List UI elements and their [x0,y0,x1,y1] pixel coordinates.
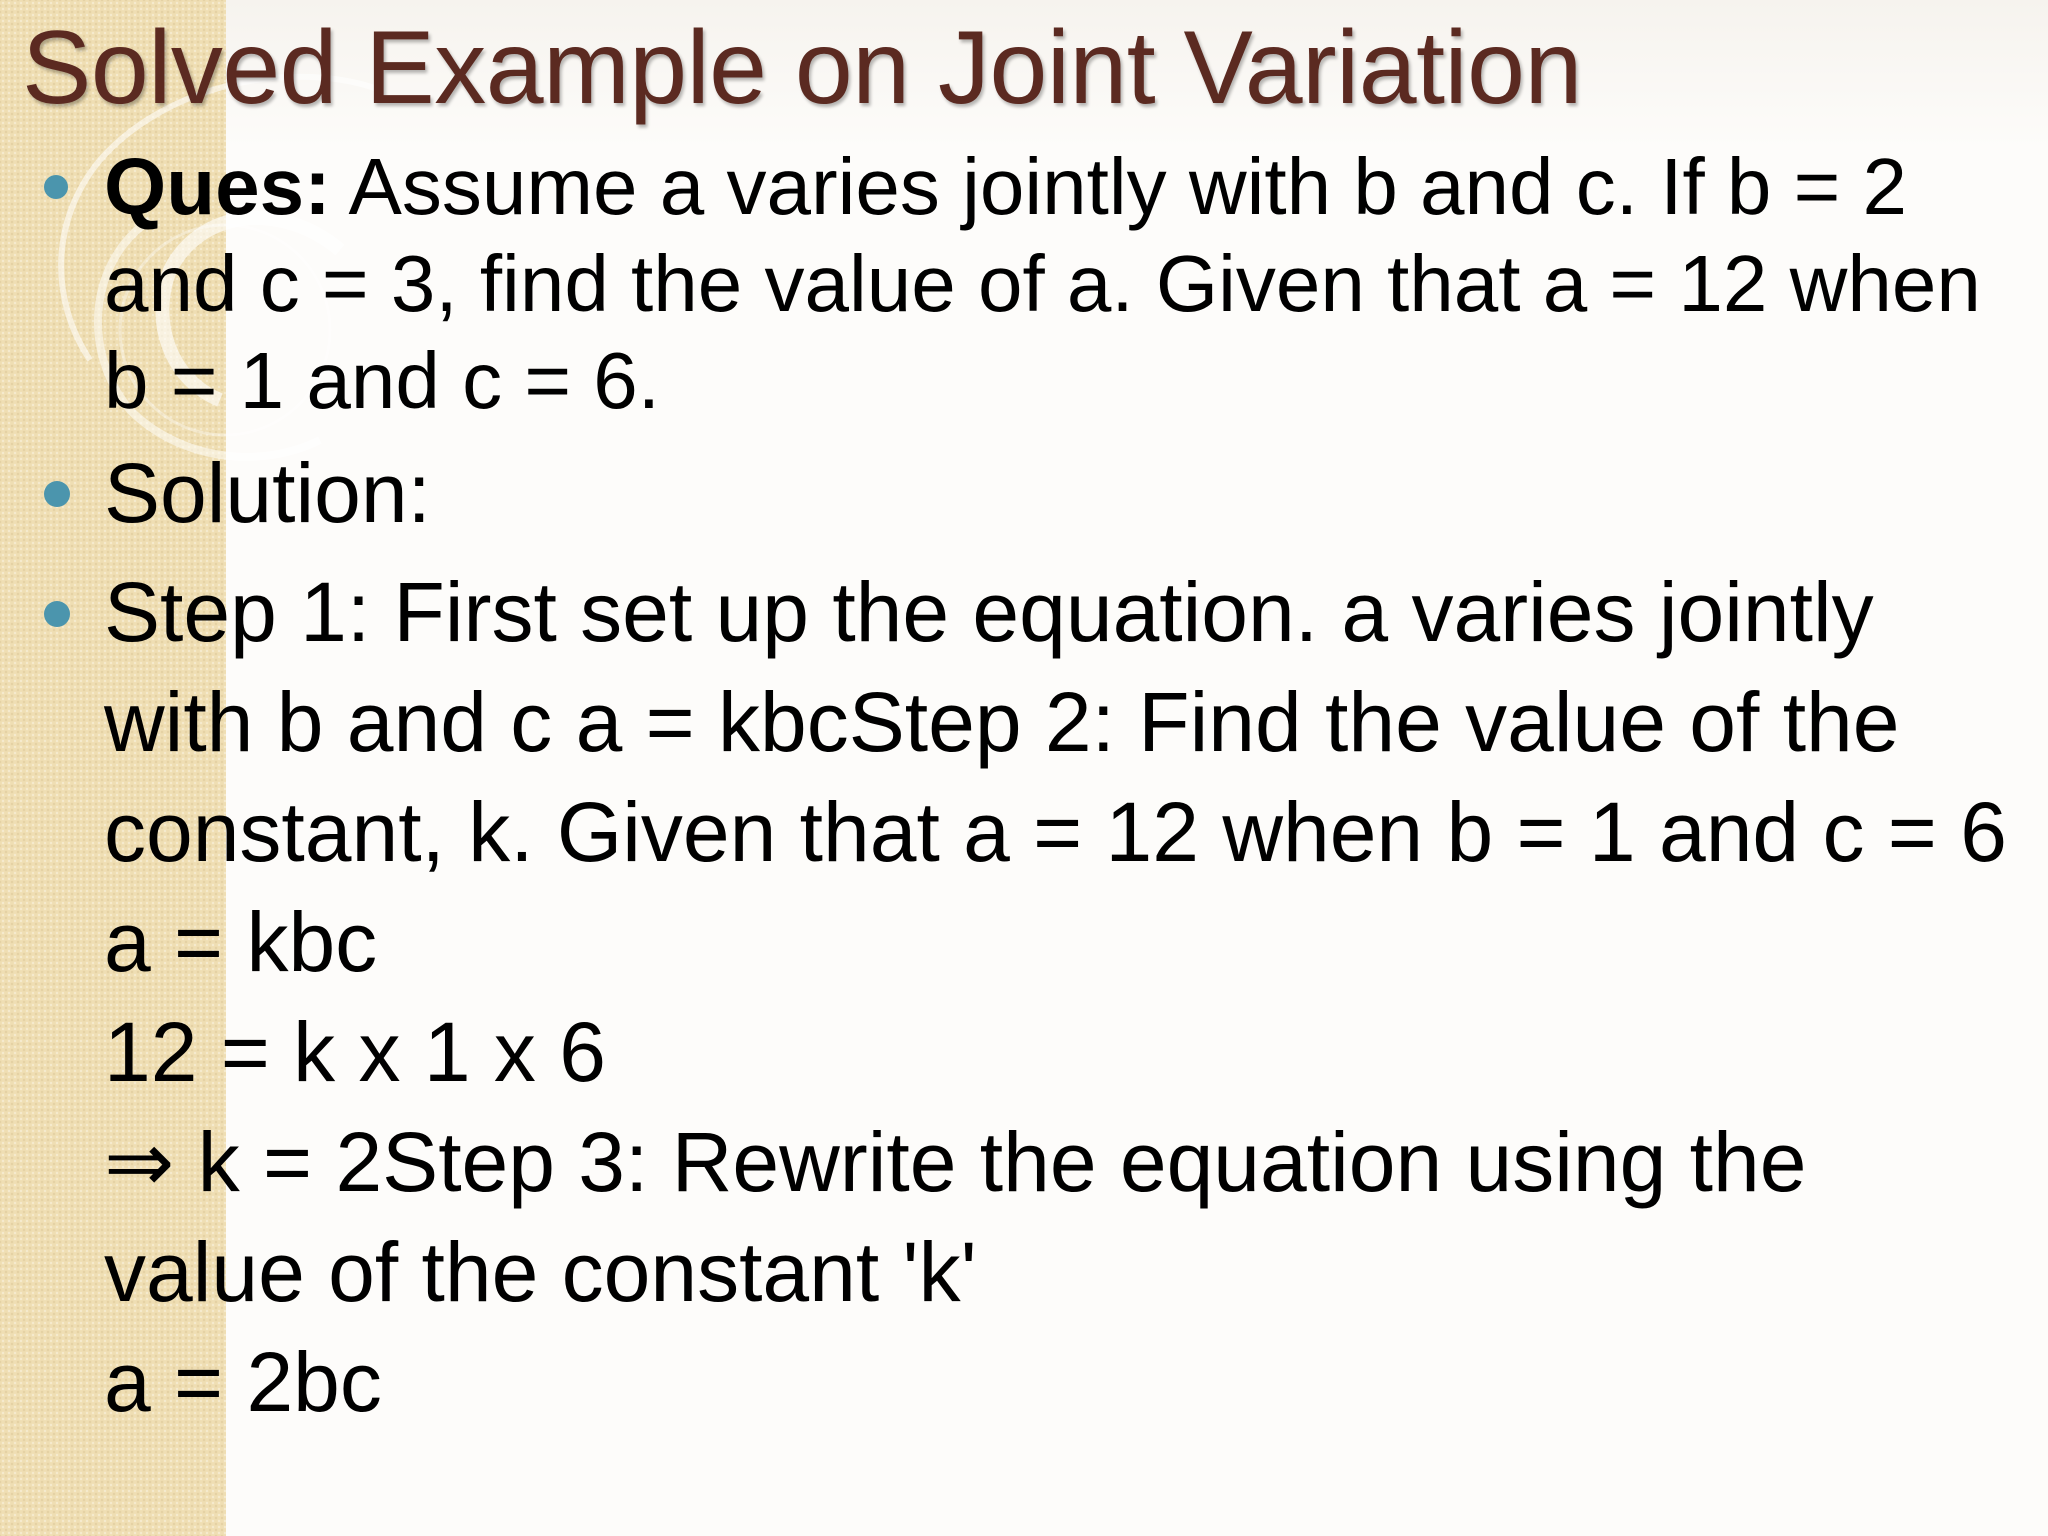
steps-intro-text: Step 1: First set up the equation. a varies jointly with b and c a = kbcStep 2: Find the value of the constant, k. Given that a = 12 when b = 1 and c = 6 [104,565,2007,879]
bullet-dot-icon [44,175,68,199]
steps-bullet [0,557,2048,1437]
question-text: Assume a varies jointly with b and c. If b = 2 and c = 3, find the value of a. Given that a = 12 when b = 1 and c = 6. [104,142,1981,425]
bullet-dot-icon [44,481,70,507]
question-bullet [0,138,2048,429]
solution-heading: Solution: [104,446,431,540]
equation-substitution: 12 = k x 1 x 6 [104,1005,606,1099]
solution-bullet [0,443,2048,543]
equation-final: a = 2bc [104,1335,382,1429]
bullet-dot-icon [44,601,70,627]
equation-general: a = kbc [104,895,378,989]
steps-result-text: ⇒ k = 2Step 3: Rewrite the equation using the value of the constant 'k' [104,1115,1807,1319]
slide-title: Solved Example on Joint Variation [22,10,1582,126]
slide-body [0,138,2048,1437]
question-label: Ques: [104,142,331,231]
